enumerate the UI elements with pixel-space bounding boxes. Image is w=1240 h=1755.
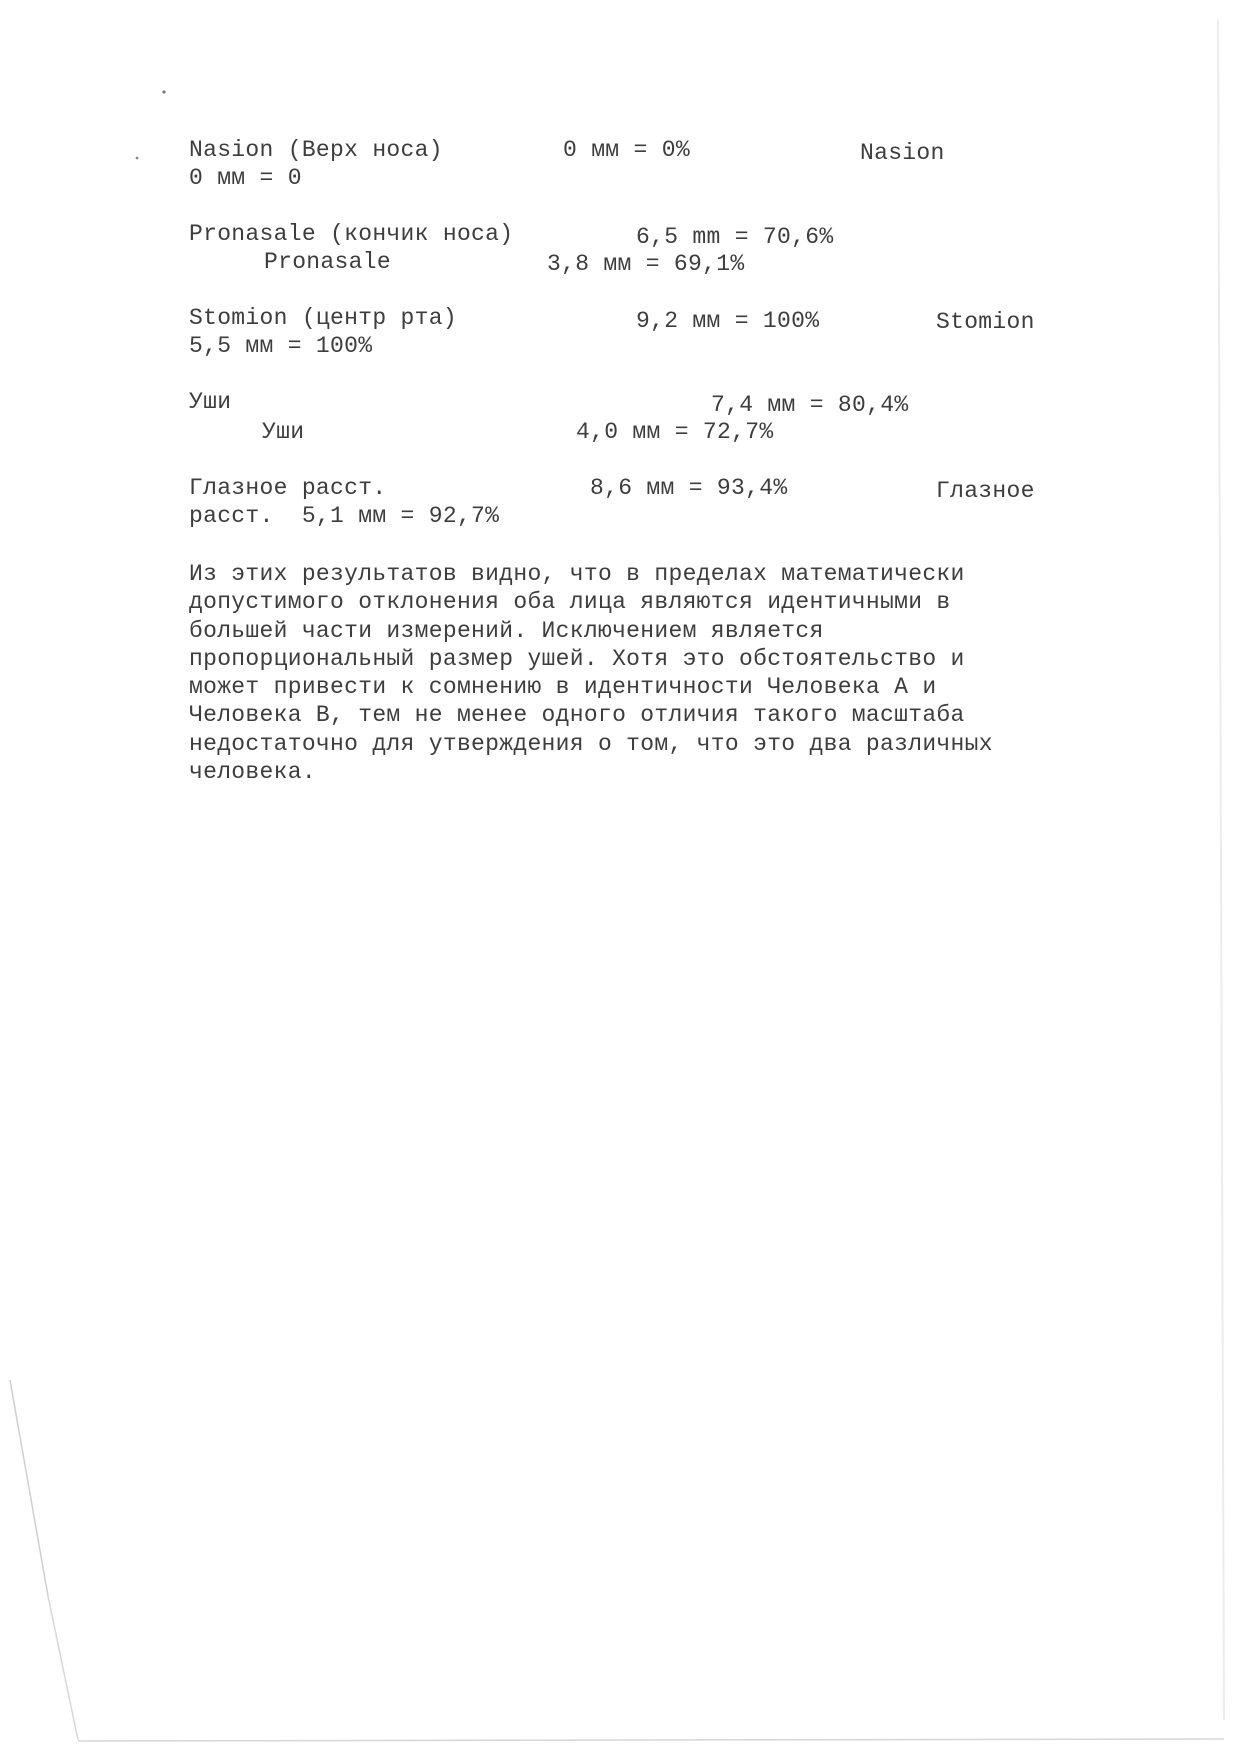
conclusion-line: допустимого отклонения оба лица являются идентичными в xyxy=(189,589,951,616)
ears-label-b: Уши xyxy=(262,419,305,445)
stomion-value-a: 9,2 мм = 100% xyxy=(636,308,820,334)
eye-distance-label: Глазное расст. xyxy=(189,475,387,501)
pronasale-label: Pronasale (кончик носа) xyxy=(189,221,514,247)
ears-value-a: 7,4 мм = 80,4% xyxy=(711,392,909,418)
nasion-label-b: Nasion xyxy=(860,140,945,166)
conclusion-line: Человека В, тем не менее одного отличия такого масштаба xyxy=(189,702,965,729)
nasion-value-b: 0 мм = 0 xyxy=(189,165,302,191)
conclusion-line: может привести к сомнению в идентичности Человека А и xyxy=(189,674,937,701)
conclusion-paragraph xyxy=(189,560,1069,786)
speck-mark xyxy=(162,90,165,93)
nasion-value-a: 0 мм = 0% xyxy=(563,137,690,163)
ears-value-b: 4,0 мм = 72,7% xyxy=(576,419,774,445)
stomion-label: Stomion (центр рта) xyxy=(189,305,457,331)
conclusion-line: Из этих результатов видно, что в пределах математически xyxy=(189,561,965,587)
pronasale-value-a: 6,5 mm = 70,6% xyxy=(636,224,834,250)
nasion-label: Nasion (Верх носа) xyxy=(189,137,443,163)
pronasale-value-b: 3,8 мм = 69,1% xyxy=(547,251,745,277)
stomion-label-b: Stomion xyxy=(936,309,1035,335)
ears-label: Уши xyxy=(189,389,232,415)
eye-distance-label-b: Глазное xyxy=(936,478,1035,504)
conclusion-line: недостаточно для утверждения о том, что это два различных xyxy=(189,730,993,757)
stomion-value-b: 5,5 мм = 100% xyxy=(189,333,373,359)
pronasale-label-b: Pronasale xyxy=(264,249,391,275)
eye-distance-value-a: 8,6 мм = 93,4% xyxy=(590,475,788,501)
speck-mark-2 xyxy=(136,157,139,160)
eye-distance-value-b: расст. 5,1 мм = 92,7% xyxy=(189,503,500,529)
conclusion-line: человека. xyxy=(189,759,316,786)
conclusion-line: большей части измерений. Исключением является xyxy=(189,617,824,644)
conclusion-line: пропорциональный размер ушей. Хотя это обстоятельство и xyxy=(189,645,965,672)
